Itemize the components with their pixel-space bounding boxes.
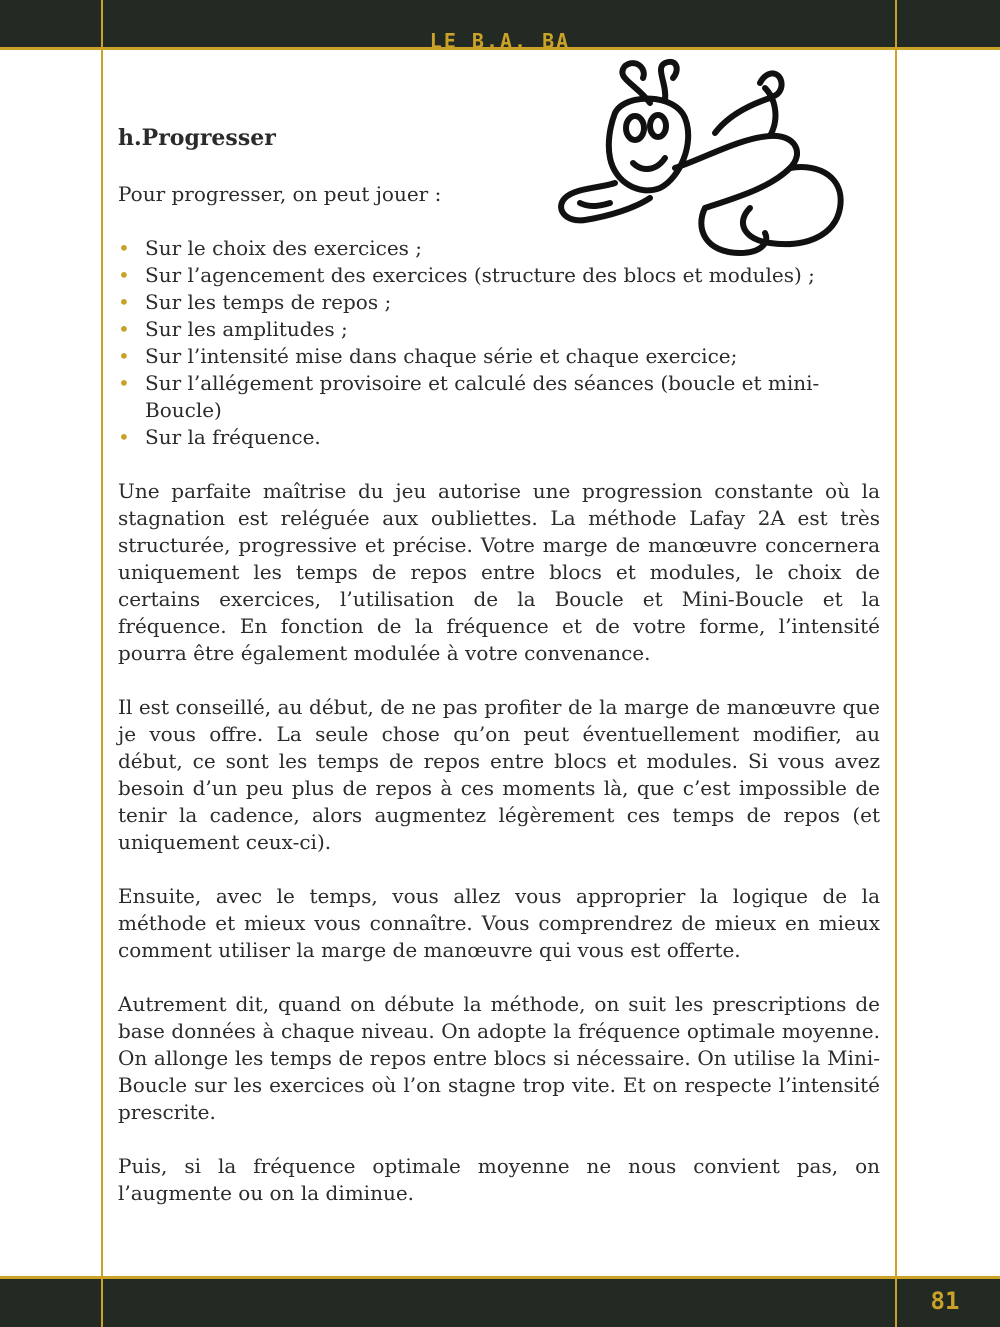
bullet-dot-icon: • (118, 344, 130, 368)
bullet-dot-icon: • (118, 290, 130, 314)
page-number: 81 (930, 1287, 960, 1315)
intro-text: Pour progresser, on peut jouer : (118, 182, 442, 206)
paragraph: Ensuite, avec le temps, vous allez vous approprier la logique de la méthode et mieux vous connaître. Vous comprendrez de mieux en mieux comment utiliser la marge de manœuvre qui vous est offerte. (118, 884, 880, 962)
list-item: • Sur les temps de repos ; (118, 290, 392, 314)
paragraph: Puis, si la fréquence optimale moyenne ne nous convient pas, on l’augmente ou on la diminue. (118, 1154, 880, 1205)
right-margin-rule (895, 0, 897, 1327)
left-margin-rule (101, 0, 103, 1327)
cartoon-ant-mascot-icon (555, 58, 855, 263)
list-item: • Sur le choix des exercices ; (118, 236, 423, 260)
list-item: • Sur l’intensité mise dans chaque série et chaque exercice; (118, 344, 738, 368)
bullet-list (118, 235, 880, 451)
bullet-dot-icon: • (118, 236, 130, 260)
list-item: • Sur les amplitudes ; (118, 317, 348, 341)
bullet-dot-icon: • (118, 263, 130, 287)
bullet-dot-icon: • (118, 317, 130, 341)
running-header: LE B.A. BA (429, 29, 571, 53)
bottom-band (0, 1276, 1000, 1327)
paragraph: Une parfaite maîtrise du jeu autorise une progression constante où la stagnation est reléguée aux oubliettes. La méthode Lafay 2A est très structurée, progressive et précise. Votre marge de manœuvre concernera uniquement les temps de repos entre blocs et modules, le choix de certains exercices, l’utilisation de la Boucle et Mini-Boucle et la fréquence. En fonction de la fréquence et de votre forme, l’intensité pourra être également modulée à votre convenance. (118, 479, 880, 665)
bullet-dot-icon: • (118, 425, 130, 449)
page-content (118, 122, 880, 1234)
paragraph: Il est conseillé, au début, de ne pas profiter de la marge de manœuvre que je vous offre. La seule chose qu’on peut éventuellement modifier, au début, ce sont les temps de repos entre blocs et modules. Si vous avez besoin d’un peu plus de repos à ces moments là, que c’est impossible de tenir la cadence, alors augmentez légèrement ces temps de repos (et uniquement ceux-ci). (118, 695, 880, 854)
list-item: • Sur l’allégement provisoire et calculé des séances (boucle et mini-Boucle) (118, 371, 820, 422)
bullet-dot-icon: • (118, 371, 130, 395)
paragraph: Autrement dit, quand on débute la méthode, on suit les prescriptions de base données à chaque niveau. On adopte la fréquence optimale moyenne. On allonge les temps de repos entre blocs si nécessaire. On utilise la Mini-Boucle sur les exercices où l’on stagne trop vite. Et on respecte l’intensité prescrite. (118, 992, 880, 1124)
section-title: h.Progresser (118, 125, 276, 151)
list-item: • Sur la fréquence. (118, 425, 321, 449)
list-item: • Sur l’agencement des exercices (structure des blocs et modules) ; (118, 263, 815, 287)
